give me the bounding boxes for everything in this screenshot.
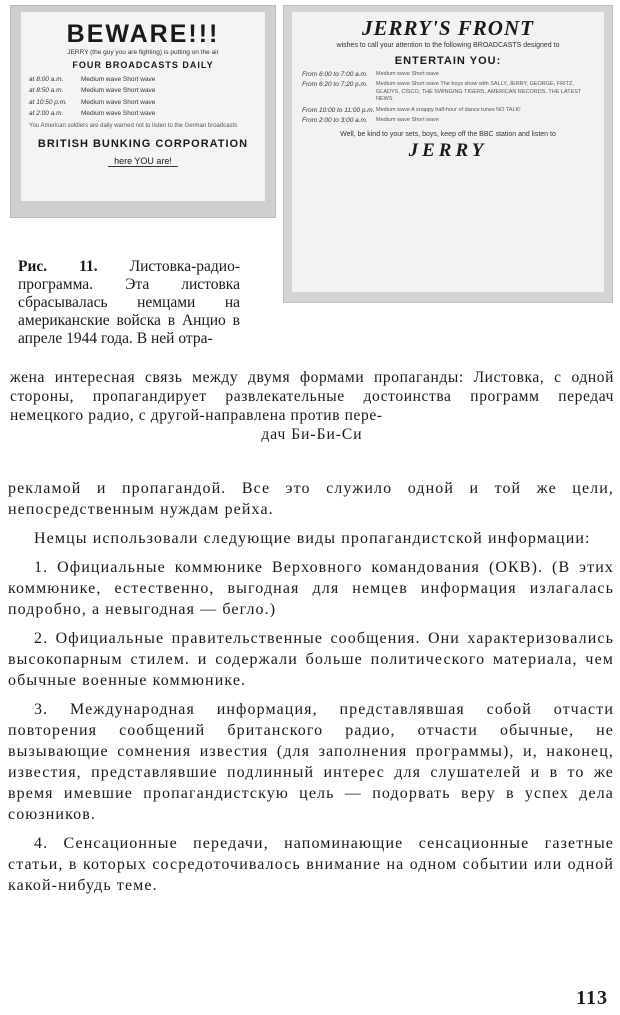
figure-beware-leaflet bbox=[10, 5, 276, 218]
schedule-time: at 2:00 a.m. bbox=[29, 109, 64, 117]
paragraph: 1. Официальные коммюнике Верховного командования (ОКВ). (В этих коммюнике, естественно, выгодная для немцев информация излагалась подробно, а невыгодная — бегло.) bbox=[8, 559, 614, 618]
beware-leaflet-content bbox=[21, 12, 265, 201]
beware-footer bbox=[29, 156, 257, 166]
broadcast-slot-time: From 10:00 to 11:00 p.m. bbox=[302, 106, 375, 114]
schedule-time: at 10:50 p.m. bbox=[29, 98, 67, 106]
figure-caption-text: Листовка-радиопрограмма. Эта листовка сбрасывалась немцами на американские войска в Анцио в апреле 1944 года. В ней отра- bbox=[18, 258, 240, 347]
jerrys-front-wishes: wishes to call your attention to the following BROADCASTS designed to bbox=[336, 42, 560, 49]
broadcast-slot bbox=[302, 117, 594, 124]
schedule-row bbox=[29, 74, 257, 85]
broadcast-slot-time: From 6:00 to 7:00 a.m. bbox=[302, 71, 368, 78]
paragraph: 4. Сенсационные передачи, напоминающие сенсационные газетные статьи, в которых сосредоточивалось внимание на одном событии или одной какой-нибудь теме. bbox=[8, 835, 614, 894]
schedule-time: at 8:00 a.m. bbox=[29, 76, 64, 84]
schedule-station: Medium wave Short wave bbox=[81, 98, 156, 106]
schedule-station: Medium wave Short wave bbox=[81, 109, 156, 117]
beware-subtitle: FOUR BROADCASTS DAILY bbox=[72, 60, 214, 71]
jerrys-front-title: JERRY'S FRONT bbox=[362, 16, 534, 40]
broadcast-slot-text: Medium wave Short wave The boys show with SALLY, JERRY, GEORGE, FRITZ, GLADYS, CISCO, THE SWINGING TIGERS, AMERICAN RECORDS, THE LATEST NEWS bbox=[376, 81, 582, 103]
schedule-station: Medium wave Short wave bbox=[81, 76, 156, 84]
jerrys-front-entertain: ENTERTAIN YOU: bbox=[394, 55, 502, 67]
schedule-row bbox=[29, 97, 257, 108]
schedule-row bbox=[29, 108, 257, 119]
paragraph: Немцы использовали следующие виды пропагандистской информации: bbox=[34, 530, 591, 547]
schedule-station: Medium wave Short wave bbox=[81, 87, 156, 95]
broadcast-slot-text: Medium wave Short wave bbox=[376, 117, 439, 124]
paragraph: 3. Международная информация, представлявшая собой отчасти повторения сообщений британского радио, отчасти обычные, не вызывающие сомнения известия (для заполнения программы), и, наконец, известия, представлявшие подлинный интерес для слушателей и в то же время имевшие пропагандистскую цель — подорвать веру в успех дела союзников. bbox=[8, 701, 614, 823]
jerrys-front-content bbox=[292, 12, 604, 292]
broadcast-slot-text: Medium wave Short wave bbox=[376, 71, 439, 77]
beware-title: BEWARE!!! bbox=[66, 20, 220, 48]
broadcast-slot bbox=[302, 81, 594, 103]
beware-body-text: You American soldiers are daily warned not to listen to the German broadcasts bbox=[29, 122, 238, 129]
figure-caption bbox=[18, 258, 240, 348]
figure-caption-continued bbox=[10, 368, 614, 444]
broadcast-slot-text: Medium wave A snappy half-hour of dance tunes NO TALK! bbox=[376, 106, 521, 113]
broadcast-slot bbox=[302, 71, 594, 78]
figure-caption-last-line: дач Би-Би-Си bbox=[261, 426, 363, 443]
figure-caption-full-text: жена интересная связь между двумя формами пропаганды: Листовка, с одной стороны, пропагандирует развлекательные достоинства программ передач немецкого радио, с другой-направлена против пере- bbox=[10, 369, 614, 424]
jerrys-front-kind-note: Well, be kind to your sets, boys, keep off the BBC station and listen to bbox=[340, 130, 556, 138]
paragraph: 2. Официальные правительственные сообщения. Они характеризовались высокопарным стилем. и содержали больше политического материала, чем обычные военные коммюнике. bbox=[8, 630, 614, 689]
beware-intro: JERRY (the guy you are fighting) is putting on the air bbox=[67, 49, 219, 56]
page-number: 113 bbox=[576, 987, 608, 1009]
broadcast-slot-time: From 6:20 to 7:20 p.m. bbox=[302, 81, 368, 89]
beware-company: BRITISH BUNKING CORPORATION bbox=[37, 138, 249, 151]
broadcast-slot-time: From 2:00 to 3:00 a.m. bbox=[302, 117, 368, 125]
beware-footer-text: here YOU are! bbox=[108, 156, 178, 167]
broadcast-slot bbox=[302, 107, 594, 114]
schedule-row bbox=[29, 85, 257, 96]
body-text bbox=[8, 478, 614, 904]
schedule-time: at 8:50 a.m. bbox=[29, 87, 64, 95]
paragraph: рекламой и пропагандой. Все это служило одной и той же цели, непосредственным нуждам рейха. bbox=[8, 480, 614, 518]
figure-caption-label: Рис. 11. bbox=[18, 258, 98, 275]
figure-jerrys-front-leaflet bbox=[283, 5, 613, 303]
jerrys-front-signature: JERRY bbox=[408, 139, 488, 161]
